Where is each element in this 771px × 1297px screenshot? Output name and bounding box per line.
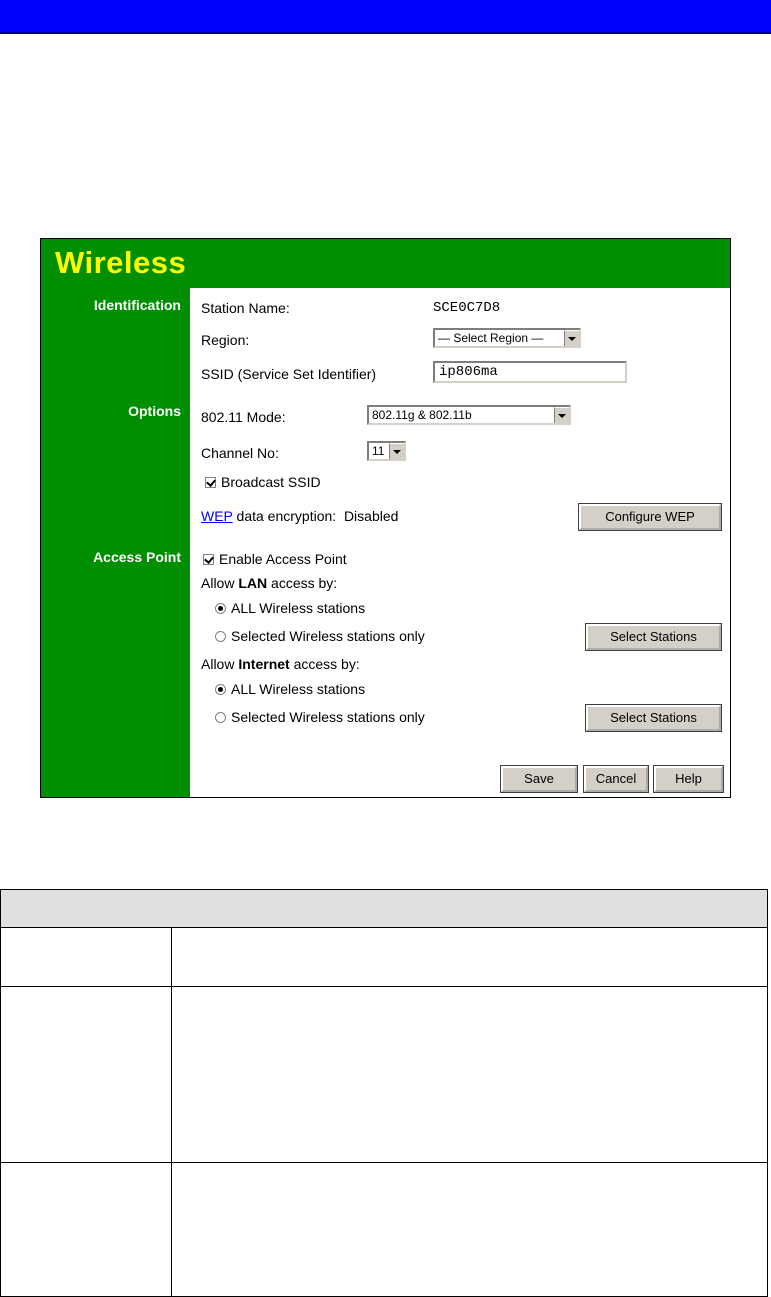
internet-access-heading [201, 656, 360, 672]
enable-access-point-label: Enable Access Point [219, 551, 347, 567]
wep-row [201, 508, 398, 524]
broadcast-ssid-checkbox[interactable] [205, 477, 216, 488]
internet-suffix: access by: [293, 656, 360, 672]
internet-selected-radio[interactable] [215, 712, 226, 723]
configure-wep-button[interactable]: Configure WEP [579, 504, 721, 530]
mode-label: 802.11 Mode: [201, 409, 286, 425]
broadcast-ssid-label: Broadcast SSID [221, 474, 321, 490]
channel-select-value: 11 [372, 444, 385, 458]
internet-prefix: Allow [201, 656, 235, 672]
table-header-row [1, 890, 768, 928]
station-name-label: Station Name: [201, 300, 290, 316]
lan-select-stations-button[interactable]: Select Stations [586, 624, 721, 650]
section-access-point: Access Point [93, 549, 181, 565]
station-name-value: SCE0C7D8 [433, 300, 501, 316]
chevron-down-icon [564, 330, 579, 346]
lan-suffix: access by: [271, 575, 338, 591]
page-header-rule [0, 32, 771, 34]
channel-select[interactable] [367, 441, 406, 461]
lan-all-label: ALL Wireless stations [231, 600, 366, 616]
wep-status: Disabled [343, 508, 399, 524]
region-select[interactable] [433, 328, 581, 348]
wep-link[interactable]: WEP [201, 508, 233, 524]
internet-all-radio[interactable] [215, 684, 226, 695]
table-cell [172, 987, 768, 1163]
page-header-bar [0, 0, 771, 32]
table-row [1, 1163, 768, 1297]
channel-label: Channel No: [201, 445, 279, 461]
ssid-input[interactable]: ip806ma [433, 361, 627, 383]
cancel-button[interactable]: Cancel [584, 766, 648, 792]
wireless-settings-screen [40, 238, 731, 798]
table-row [1, 928, 768, 987]
section-options: Options [128, 403, 181, 419]
table-cell [1, 1163, 172, 1297]
lan-bold: LAN [238, 575, 268, 591]
table-cell [1, 987, 172, 1163]
mode-select-value: 802.11g & 802.11b [372, 408, 472, 422]
table-cell [1, 928, 172, 987]
table-cell [172, 1163, 768, 1297]
chevron-down-icon [554, 407, 569, 423]
settings-description-table [0, 889, 768, 1297]
lan-prefix: Allow [201, 575, 235, 591]
mode-select[interactable] [367, 405, 571, 425]
internet-select-stations-button[interactable]: Select Stations [586, 705, 721, 731]
internet-selected-label: Selected Wireless stations only [231, 709, 425, 725]
lan-selected-label: Selected Wireless stations only [231, 628, 425, 644]
table-row [1, 987, 768, 1163]
settings-panel [190, 288, 730, 797]
screen-title: Wireless [55, 245, 187, 280]
table-header-cell [1, 890, 768, 928]
chevron-down-icon [389, 443, 404, 459]
region-label: Region: [201, 332, 250, 348]
wep-text: data encryption: [236, 508, 337, 524]
save-button[interactable]: Save [501, 766, 577, 792]
region-select-value: — Select Region — [438, 331, 544, 345]
lan-all-radio[interactable] [215, 603, 226, 614]
section-identification: Identification [93, 297, 181, 313]
lan-selected-radio[interactable] [215, 631, 226, 642]
lan-access-heading [201, 575, 337, 591]
internet-all-label: ALL Wireless stations [231, 681, 366, 697]
help-button[interactable]: Help [654, 766, 723, 792]
internet-bold: Internet [238, 656, 290, 672]
enable-access-point-checkbox[interactable] [203, 554, 214, 565]
table-cell [172, 928, 768, 987]
ssid-label: SSID (Service Set Identifier) [201, 366, 377, 382]
